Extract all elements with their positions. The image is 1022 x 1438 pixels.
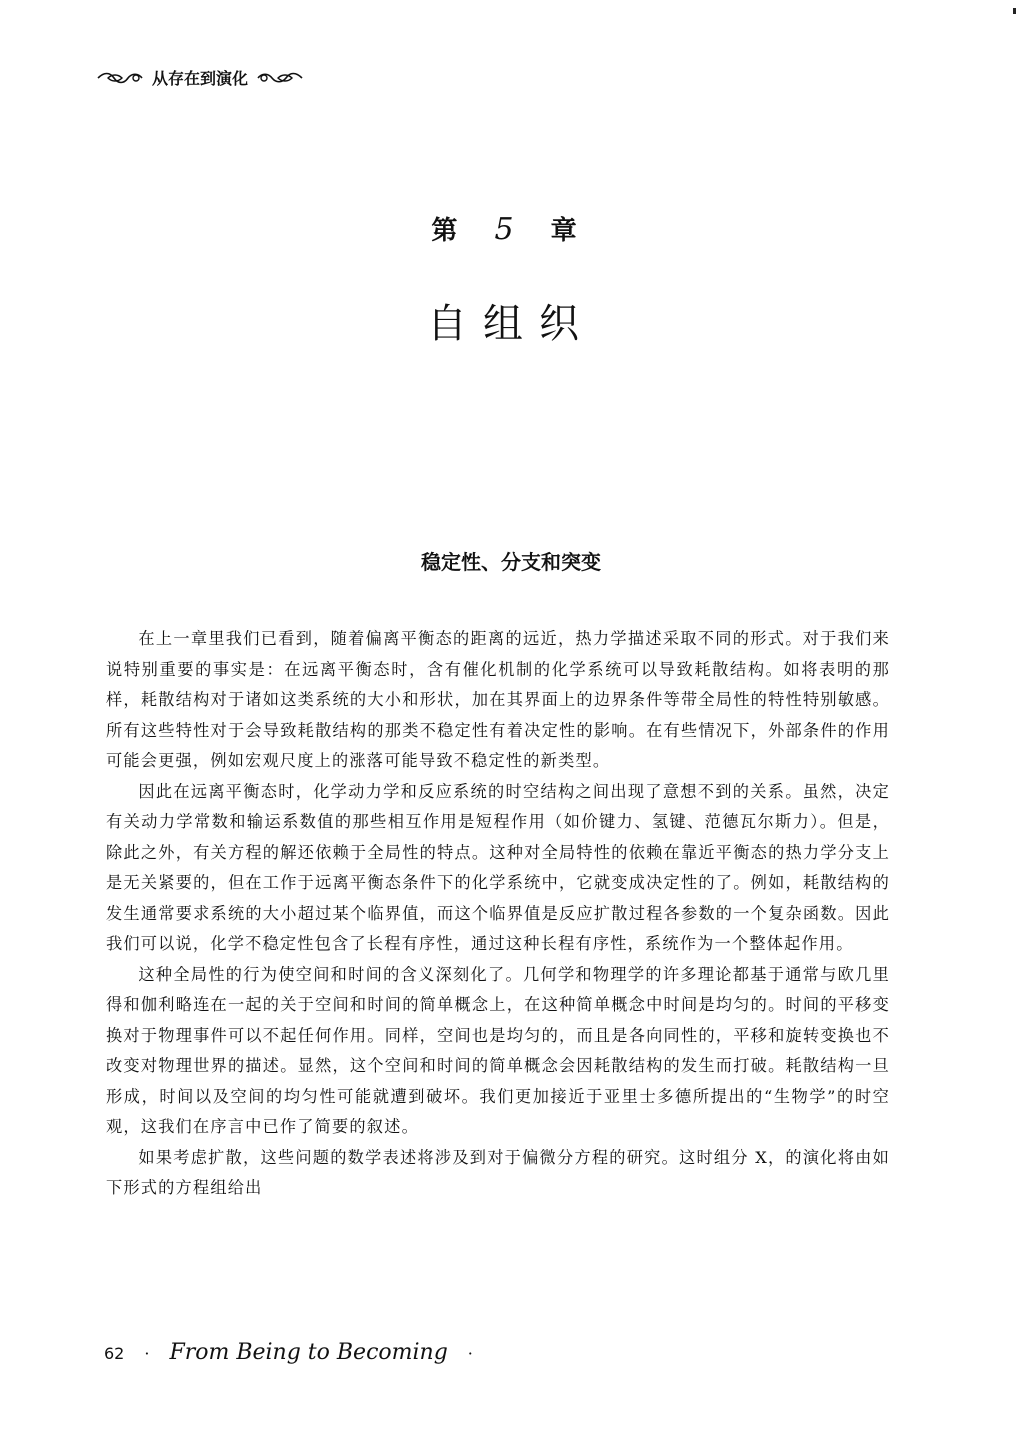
chapter-title: 自组织 — [427, 301, 595, 347]
right-ornament-icon — [254, 70, 304, 86]
body-text — [106, 624, 890, 1204]
page-number: 62 — [104, 1344, 125, 1363]
paragraph: 在上一章里我们已看到，随着偏离平衡态的距离的远近，热力学描述采取不同的形式。对于我们来说特别重要的事实是：在远离平衡态时，含有催化机制的化学系统可以导致耗散结构。如将表明的那样，耗散结构对于诸如这类系统的大小和形状，加在其界面上的边界条件等带全局性的特性特别敏感。所有这些特性对于会导致耗散结构的那类不稳定性有着决定性的影响。在有些情况下，外部条件的作用可能会更强，例如宏观尺度上的涨落可能导致不稳定性的新类型。 — [106, 629, 890, 770]
section-title: 稳定性、分支和突变 — [421, 550, 601, 574]
chapter-prefix: 第 — [431, 216, 472, 246]
footer-book-title: From Being to Becoming — [169, 1340, 448, 1365]
running-head — [96, 66, 304, 89]
left-ornament-icon — [96, 70, 146, 86]
running-head-text: 从存在到演化 — [152, 69, 249, 88]
chapter-num: 5 — [494, 212, 528, 247]
footer-bullet-left: · — [144, 1344, 150, 1363]
paragraph: 这种全局性的行为使空间和时间的含义深刻化了。几何学和物理学的许多理论都基于通常与欧几里得和伽利略连在一起的关于空间和时间的简单概念上，在这种简单概念中时间是均匀的。时间的平移变换对于物理事件可以不起任何作用。同样，空间也是均匀的，而且是各向同性的，平移和旋转变换也不改变对物理世界的描述。显然，这个空间和时间的简单概念会因耗散结构的发生而打破。耗散结构一旦形成，时间以及空间的均匀性可能就遭到破坏。我们更加接近于亚里士多德所提出的“生物学”的时空观，这我们在序言中已作了简要的叙述。 — [106, 964, 890, 1136]
paragraph: 因此在远离平衡态时，化学动力学和反应系统的时空结构之间出现了意想不到的关系。虽然，决定有关动力学常数和输运系数值的那些相互作用是短程作用（如价键力、氢键、范德瓦尔斯力）。但是，除此之外，有关方程的解还依赖于全局性的特点。这种对全局特性的依赖在靠近平衡态的热力学分支上是无关紧要的，但在工作于远离平衡态条件下的化学系统中，它就变成决定性的了。例如，耗散结构的发生通常要求系统的大小超过某个临界值，而这个临界值是反应扩散过程各参数的一个复杂函数。因此我们可以说，化学不稳定性包含了长程有序性，通过这种长程有序性，系统作为一个整体起作用。 — [106, 781, 890, 953]
chapter-number — [0, 210, 1022, 247]
page-footer — [104, 1340, 473, 1365]
paragraph: 如果考虑扩散，这些问题的数学表述将涉及到对于偏微分方程的研究。这时组分 X，的演化将由如下形式的方程组给出 — [106, 1147, 890, 1197]
footer-bullet-right: · — [467, 1344, 473, 1363]
scan-mark — [1013, 8, 1016, 14]
chapter-suffix: 章 — [550, 216, 591, 246]
